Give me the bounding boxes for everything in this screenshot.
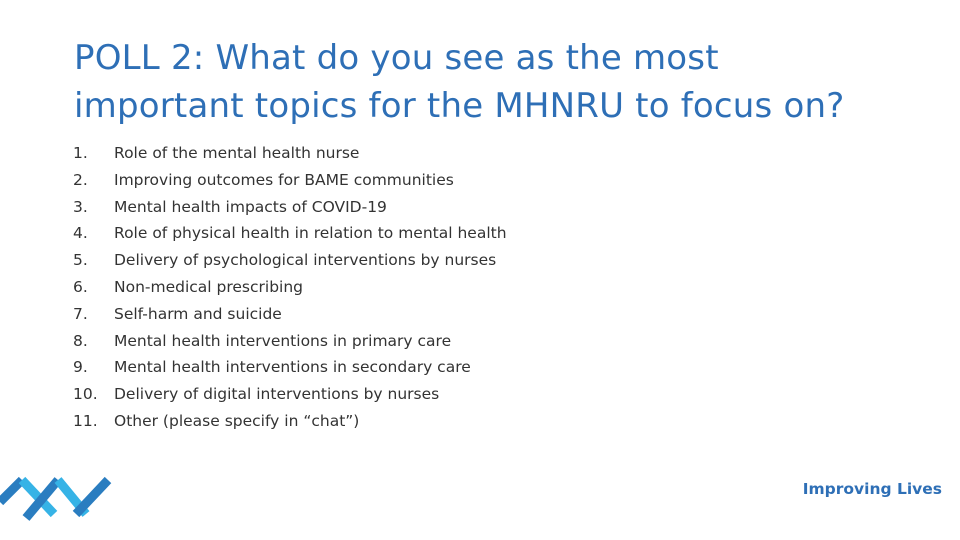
list-item-text: Delivery of psychological interventions by nurses — [114, 251, 497, 270]
list-item-number: 5. — [73, 251, 88, 270]
list-item-number: 1. — [73, 144, 88, 162]
list-item-number: 8. — [73, 331, 88, 350]
list-item-number: 6. — [73, 277, 88, 296]
list-item-number: 10. — [73, 385, 98, 404]
list-item — [73, 408, 507, 435]
list-item — [73, 220, 507, 247]
list-item — [73, 247, 507, 274]
slide-title-line-2: important topics for the MHNRU to focus on? — [74, 86, 845, 126]
list-item — [73, 274, 507, 301]
list-item-number: 11. — [73, 411, 98, 430]
list-item-text: Non-medical prescribing — [114, 277, 304, 296]
list-item — [73, 167, 507, 194]
list-item-text: Role of physical health in relation to mental health — [114, 224, 507, 243]
slide-title — [74, 34, 914, 130]
list-item — [73, 140, 507, 167]
list-item-text: Self-harm and suicide — [114, 304, 282, 323]
list-item — [73, 381, 507, 408]
tagline: Improving Lives — [802, 480, 942, 498]
list-item — [73, 194, 507, 221]
list-item — [73, 301, 507, 328]
topic-list — [73, 140, 507, 435]
list-item-text: Mental health interventions in secondary care — [114, 358, 471, 377]
list-item-number: 9. — [73, 358, 88, 377]
list-item-number: 7. — [73, 304, 88, 323]
list-item — [73, 328, 507, 355]
list-item-text: Mental health impacts of COVID-19 — [114, 197, 387, 216]
list-item-text: Role of the mental health nurse — [114, 144, 360, 162]
slide-title-line-1: POLL 2: What do you see as the most — [74, 38, 719, 78]
list-item — [73, 354, 507, 381]
list-item-text: Other (please specify in “chat”) — [114, 411, 360, 430]
list-item-number: 3. — [73, 197, 88, 216]
cross-lattice-logo-icon — [0, 470, 112, 524]
list-item-text: Improving outcomes for BAME communities — [114, 170, 454, 189]
list-item-text: Mental health interventions in primary care — [114, 331, 452, 350]
list-item-text: Delivery of digital interventions by nurses — [114, 385, 440, 404]
list-item-number: 2. — [73, 170, 88, 189]
list-item-number: 4. — [73, 224, 88, 243]
